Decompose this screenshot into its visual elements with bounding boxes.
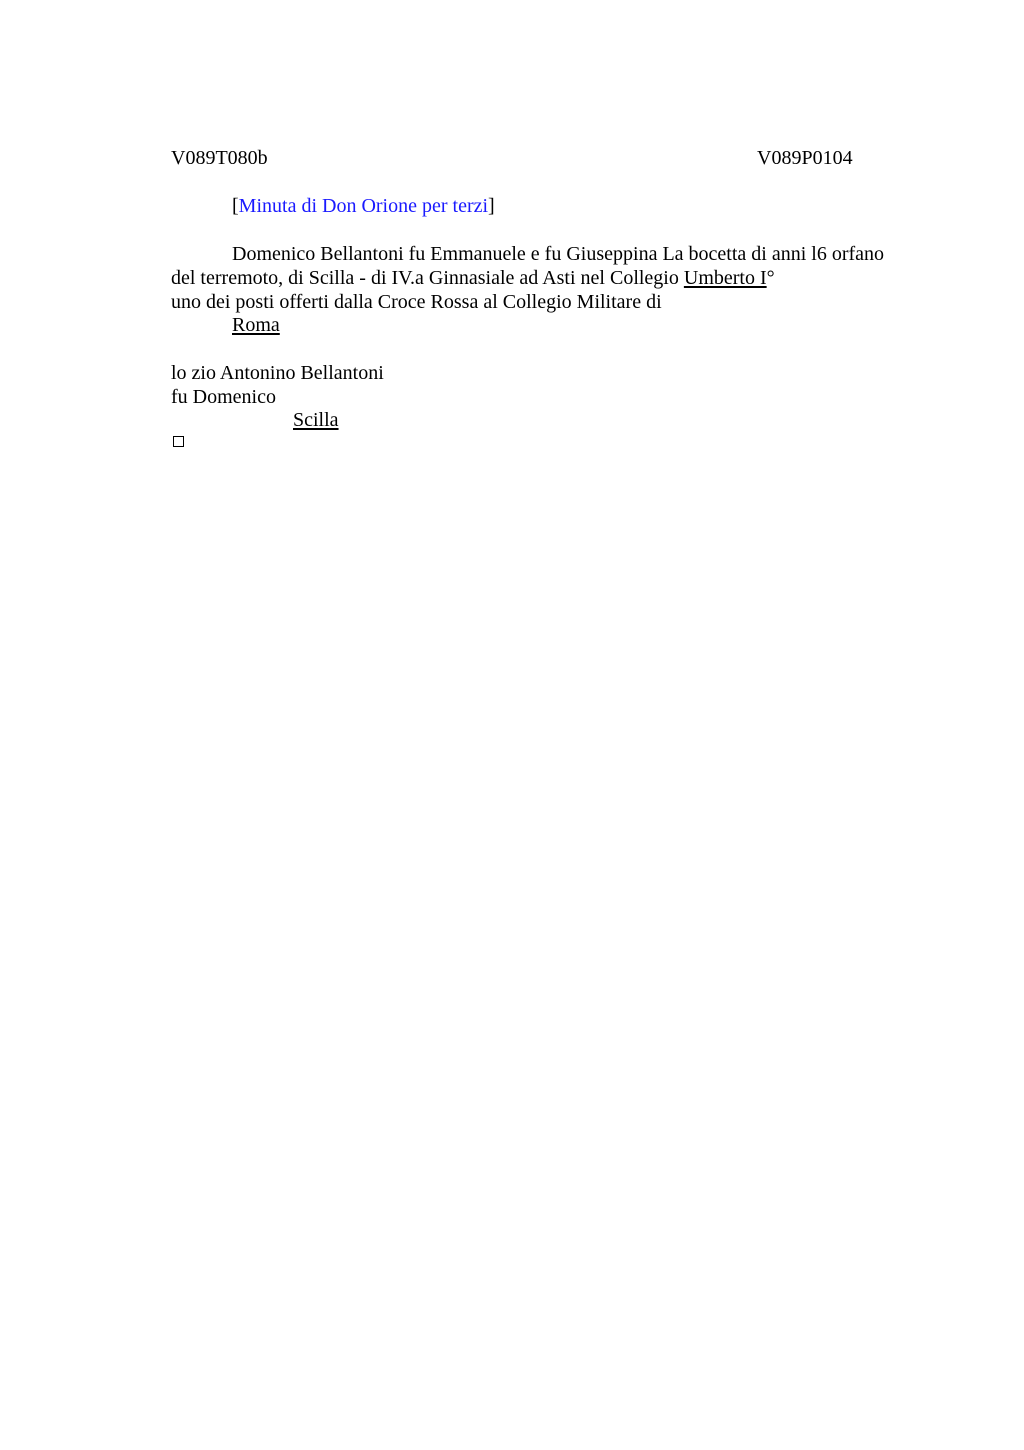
city-roma: Roma	[232, 314, 280, 336]
college-name: Umberto I	[683, 267, 767, 289]
degree-symbol: °	[766, 267, 775, 289]
note-text: Minuta di Don Orione per terzi	[238, 195, 489, 217]
editorial-note	[232, 194, 495, 218]
document-code-right: V089P0104	[757, 147, 853, 169]
document-code-left: V089T080b	[171, 147, 268, 169]
address-line-2: fu Domenico	[171, 386, 276, 408]
paragraph-line-2-text: del terremoto, di Scilla - di IV.a Ginnasiale ad Asti nel Collegio	[171, 267, 684, 289]
address-city: Scilla	[293, 409, 339, 431]
paragraph-line-3: uno dei posti offerti dalla Croce Rossa al Collegio Militare di	[171, 291, 662, 313]
checkbox-icon	[173, 436, 184, 447]
paragraph-line-2	[171, 266, 775, 290]
address-line-1: lo zio Antonino Bellantoni	[171, 362, 384, 384]
note-open-bracket: [	[232, 195, 239, 217]
paragraph-line-1: Domenico Bellantoni fu Emmanuele e fu Giuseppina La bocetta di anni l6 orfano	[232, 243, 885, 265]
note-close-bracket: ]	[488, 195, 495, 217]
